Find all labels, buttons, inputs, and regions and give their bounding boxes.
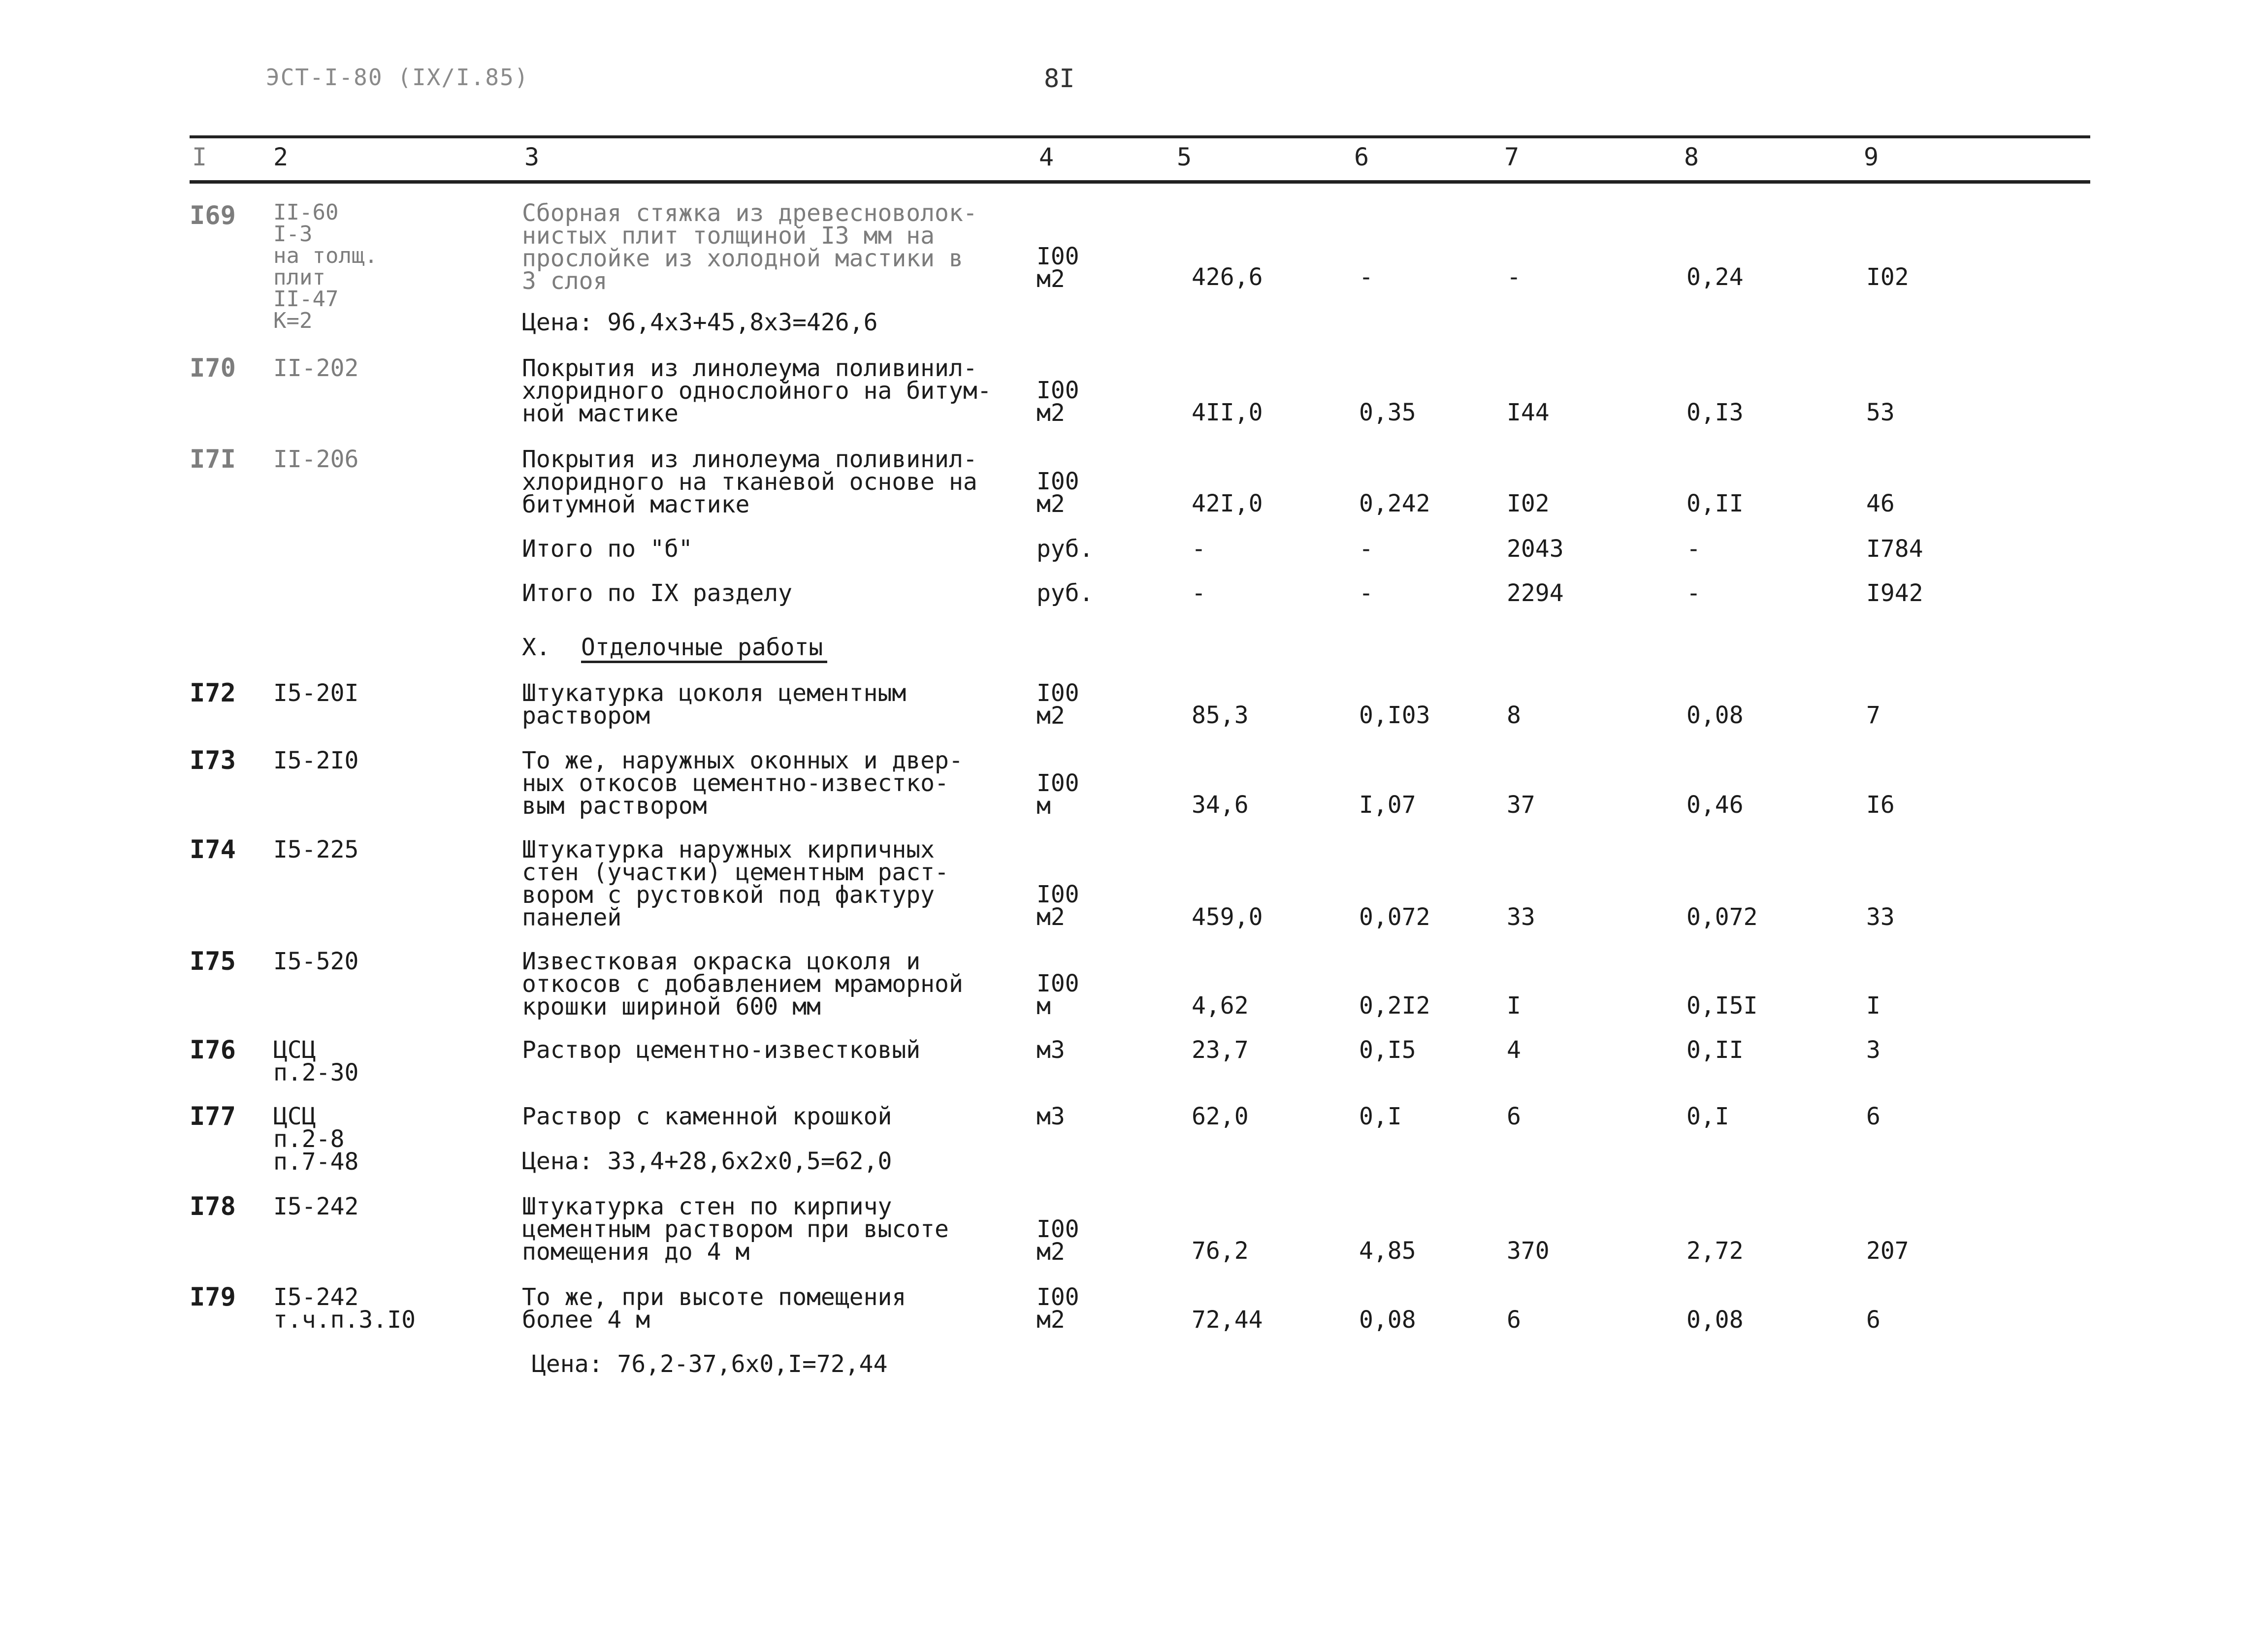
document-code: ЭСТ-I-80 (IX/I.85) [266,64,529,91]
cell-col5: 459,0 [1192,903,1263,931]
cell-col7: 6 [1507,1306,1521,1334]
row-number: I73 [190,746,236,775]
cell-col8: - [1686,579,1701,607]
cell-col8: - [1686,535,1701,563]
column-header: 5 [1177,143,1192,171]
cell-col5: - [1192,579,1206,607]
table-top-rule [190,135,2090,138]
cell-col8: 0,072 [1686,903,1758,931]
cell-col6: 0,242 [1359,490,1430,517]
work-description: То же, наружных оконных и двер- ных откосов цементно-известко- вым раствором [522,747,963,820]
cell-col9: I02 [1866,263,1909,291]
cell-col5: 72,44 [1192,1306,1263,1334]
table-header-rule [190,180,2090,184]
norm-code: I5-2I0 [273,747,359,774]
norm-code: II-60 I-3 на толщ. плит II-47 К=2 [273,200,378,333]
work-description: Штукатурка наружных кирпичных стен (участки) цементным раст- вором с рустовкой под фактуру панелей [522,836,949,931]
cell-col8: 0,46 [1686,791,1744,819]
row-number: I75 [190,947,236,976]
cell-col9: 46 [1866,490,1895,517]
cell-col5: 76,2 [1192,1237,1249,1265]
unit: I00 м [1037,970,1079,1020]
unit: I00 м2 [1037,468,1079,518]
cell-col6: - [1359,263,1373,291]
work-description: Покрытия из линолеума поливинил- хлоридного на тканевой основе на битумной мастике [522,446,977,518]
cell-col8: 0,08 [1686,1306,1744,1334]
cell-col7: 33 [1507,903,1535,931]
column-header: I [192,143,207,171]
cell-col8: 0,I [1686,1103,1729,1130]
cell-col9: I784 [1866,535,1923,563]
cell-col9: 6 [1866,1103,1880,1130]
unit: руб. [1037,579,1094,607]
work-description: Штукатурка стен по кирпичу цементным раствором при высоте помещения до 4 м [522,1193,949,1266]
unit: I00 м2 [1037,679,1079,730]
cell-col5: - [1192,535,1206,563]
cell-col7: 8 [1507,702,1521,729]
column-header: 4 [1039,143,1054,171]
norm-code: I5-225 [273,836,359,863]
cell-col6: 0,072 [1359,903,1430,931]
cell-col7: 370 [1507,1237,1550,1265]
cell-col7: I02 [1507,490,1550,517]
unit: I00 м [1037,769,1079,820]
column-header: 3 [524,143,540,171]
norm-code: I5-242 т.ч.п.3.I0 [273,1283,416,1334]
column-header: 6 [1354,143,1369,171]
row-number: I72 [190,678,236,708]
row-number: I7I [190,445,236,474]
cell-col5: 4II,0 [1192,399,1263,426]
row-number: I79 [190,1282,236,1312]
cell-col9: I6 [1866,791,1895,819]
cell-col6: 0,I03 [1359,702,1430,729]
unit: м3 [1037,1036,1065,1064]
cell-col6: 0,2I2 [1359,992,1430,1020]
cell-col5: 4,62 [1192,992,1249,1020]
cell-col6: - [1359,535,1373,563]
unit: I00 м2 [1037,1283,1079,1334]
row-number: I70 [190,353,236,383]
cell-col8: 0,I3 [1686,399,1744,426]
work-description: Штукатурка цоколя цементным раствором [522,679,907,730]
page-number: 8I [1044,64,1075,94]
total-label: Итого по IX разделу [522,579,793,607]
cell-col9: 53 [1866,399,1895,426]
row-number: I78 [190,1192,236,1221]
cell-col9: 3 [1866,1036,1880,1064]
row-number: I74 [190,835,236,864]
norm-code: I5-520 [273,948,359,975]
column-header: 9 [1864,143,1879,171]
row-number: I77 [190,1102,236,1131]
row-number: I76 [190,1035,236,1065]
cell-col9: 207 [1866,1237,1909,1265]
cell-col5: 85,3 [1192,702,1249,729]
cell-col7: 2043 [1507,535,1564,563]
norm-code: ЦСЦ п.2-30 [273,1036,359,1086]
section-title: Отделочные работы [581,636,827,663]
cell-col9: I [1866,992,1880,1020]
cell-col7: 2294 [1507,579,1564,607]
total-label: Итого по "б" [522,535,693,563]
cell-col5: 34,6 [1192,791,1249,819]
cell-col6: - [1359,579,1373,607]
cell-col9: 7 [1866,702,1880,729]
cell-col6: 0,08 [1359,1306,1416,1334]
work-description: Раствор цементно-известковый [522,1036,921,1064]
cell-col5: 23,7 [1192,1036,1249,1064]
norm-code: II-206 [273,446,359,473]
row-number: I69 [190,201,236,230]
cell-col9: 6 [1866,1306,1880,1334]
work-description: Сборная стяжка из древесноволок- нистых плит толщиной I3 мм на прослойке из холодной мастики в 3 слоя [522,199,977,295]
cell-col8: 0,II [1686,1036,1744,1064]
column-header: 8 [1684,143,1699,171]
cell-col6: 0,I [1359,1103,1402,1130]
cell-col7: 4 [1507,1036,1521,1064]
unit: руб. [1037,535,1094,563]
cell-col5: 426,6 [1192,263,1263,291]
column-header: 2 [273,143,289,171]
cell-col8: 0,24 [1686,263,1744,291]
norm-code: I5-20I [273,679,359,707]
unit: I00 м2 [1037,377,1079,427]
norm-code: II-202 [273,354,359,382]
work-description: Известковая окраска цоколя и откосов с добавлением мраморной крошки шириной 600 мм [522,948,963,1021]
cell-col9: I942 [1866,579,1923,607]
unit: I00 м2 [1037,881,1079,931]
cell-col9: 33 [1866,903,1895,931]
work-description: Покрытия из линолеума поливинил- хлоридного однослойного на битум- ной мастике [522,354,992,427]
price-note: Цена: 33,4+28,6x2x0,5=62,0 [522,1148,892,1175]
section-number: X. [522,634,551,661]
cell-col6: 0,35 [1359,399,1416,426]
work-description: То же, при высоте помещения более 4 м [522,1283,907,1334]
cell-col6: I,07 [1359,791,1416,819]
cell-col5: 42I,0 [1192,490,1263,517]
cell-col7: I [1507,992,1521,1020]
price-note: Цена: 76,2-37,6x0,I=72,44 [532,1350,888,1378]
cell-col7: 6 [1507,1103,1521,1130]
cell-col8: 0,II [1686,490,1744,517]
cell-col5: 62,0 [1192,1103,1249,1130]
cell-col7: I44 [1507,399,1550,426]
unit: I00 м2 [1037,1215,1079,1266]
cell-col8: 0,08 [1686,702,1744,729]
column-header: 7 [1504,143,1520,171]
cell-col8: 2,72 [1686,1237,1744,1265]
unit: I00 м2 [1037,243,1079,293]
cell-col7: 37 [1507,791,1535,819]
cell-col6: 0,I5 [1359,1036,1416,1064]
price-note: Цена: 96,4x3+45,8x3=426,6 [522,309,878,336]
norm-code: ЦСЦ п.2-8 п.7-48 [273,1103,359,1176]
cell-col8: 0,I5I [1686,992,1758,1020]
work-description: Раствор с каменной крошкой [522,1103,892,1130]
unit: м3 [1037,1103,1065,1130]
cell-col7: - [1507,263,1521,291]
cell-col6: 4,85 [1359,1237,1416,1265]
norm-code: I5-242 [273,1193,359,1220]
